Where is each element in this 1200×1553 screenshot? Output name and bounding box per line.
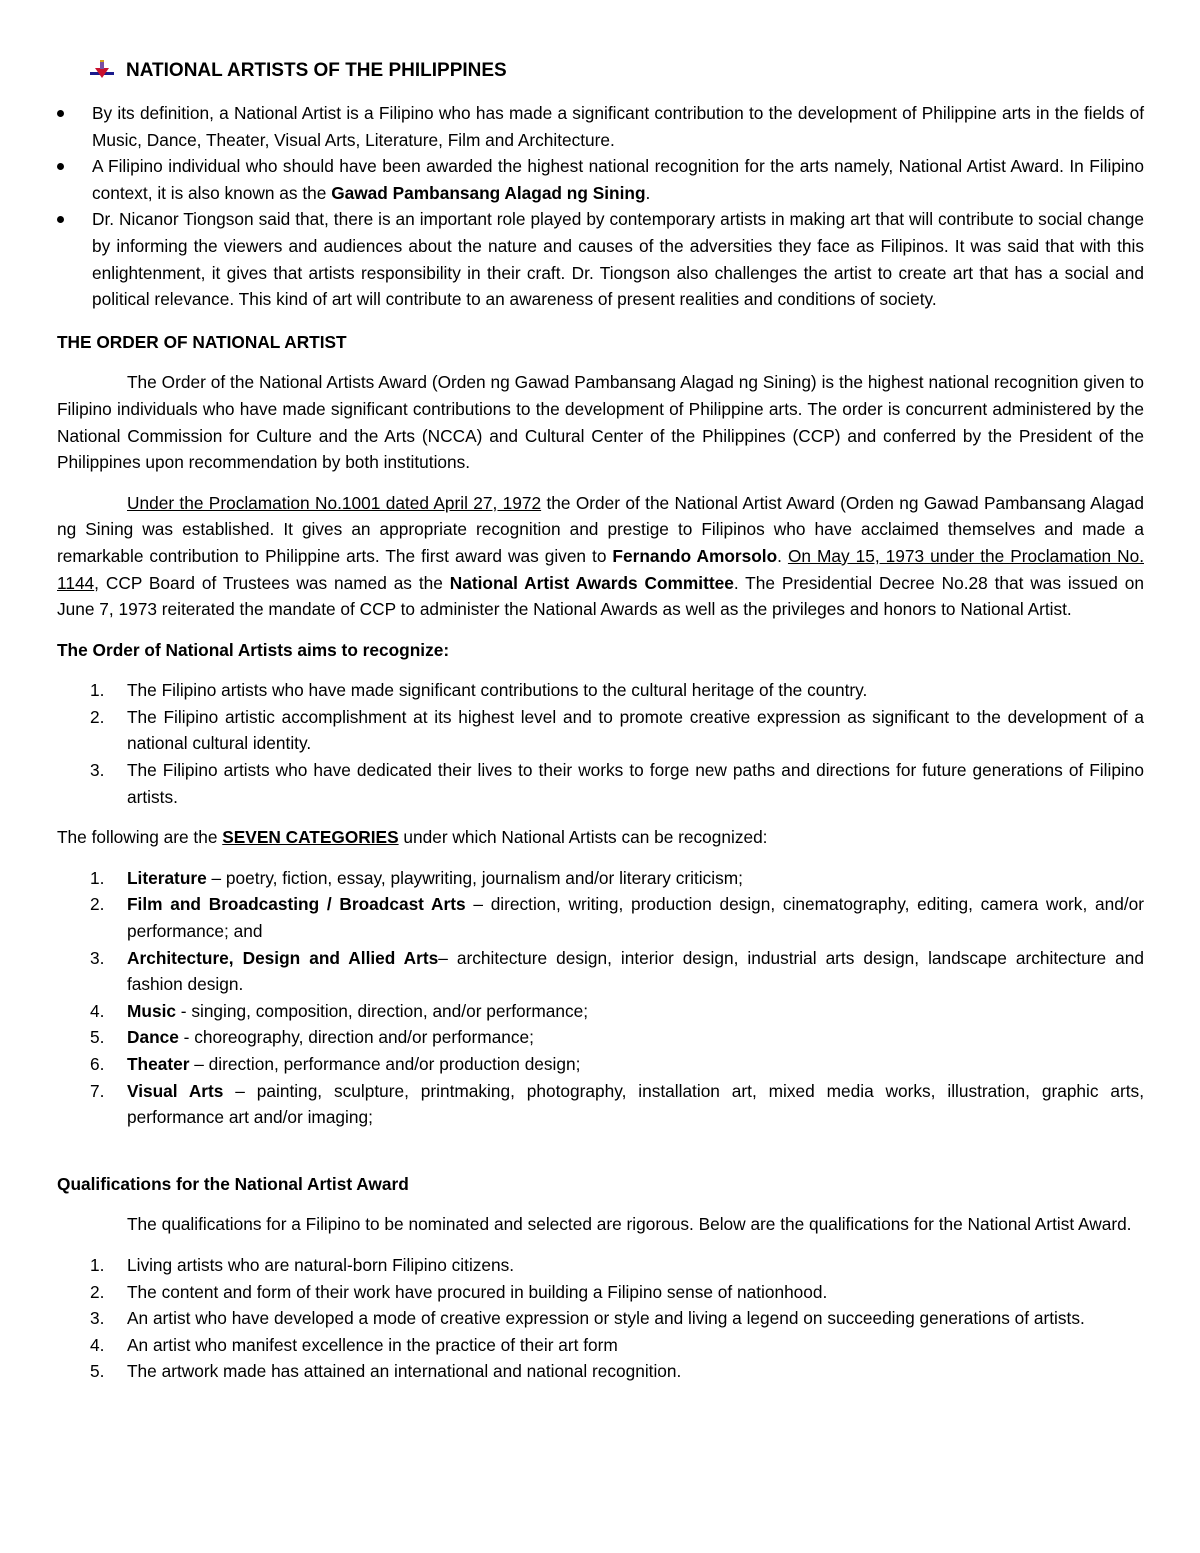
- down-arrow-bullet-icon: [90, 60, 114, 82]
- category-architecture-design: 3. Architecture, Design and Allied Arts– architecture design, interior design, industrial arts design, landscape architecture and fashion design.: [90, 947, 1144, 995]
- gawad-term: Gawad Pambansang Alagad ng Sining: [331, 182, 646, 203]
- aims-heading: The Order of National Artists aims to recognize:: [57, 639, 450, 660]
- categories-intro: The following are the SEVEN CATEGORIES under which National Artists can be recognized:: [57, 827, 768, 848]
- category-music: 4. Music - singing, composition, direction, and/or performance;: [90, 1000, 589, 1021]
- proclamation-1144-ref: On May 15, 1973 under the Proclamation No. 1144: [57, 545, 1144, 593]
- intro-bullet-3: Dr. Nicanor Tiongson said that, there is an important role played by contemporary artists in making art that will contribute to social change by informing the viewers and audiences about the nature and causes of the adversities they face as Filipinos. It was said that with this enlightenment, it gives that artists responsibility in their craft. Dr. Tiongson also challenges the artist to create art that has a social and political relevance. This kind of art will contribute to an awareness of present realities and conditions of society.: [57, 206, 1144, 312]
- document-page: [57, 56, 1144, 1399]
- category-film-broadcasting: 2. Film and Broadcasting / Broadcast Arts – direction, writing, production design, cinematography, editing, camera work, and/or performance; and: [90, 894, 1144, 942]
- qualification-item: 4. An artist who manifest excellence in the practice of their art form: [90, 1334, 618, 1355]
- intro-bullet-list: [57, 100, 1144, 313]
- qualification-item: 3. An artist who have developed a mode of creative expression or style and living a legend on succeeding generations of artists.: [90, 1308, 1085, 1329]
- bullet-dot-icon: [57, 110, 64, 117]
- intro-bullet-2: A Filipino individual who should have been awarded the highest national recognition for the arts namely, National Artist Award. In Filipino context, it is also known as the Gawad Pambansang Alagad ng Sining.: [57, 153, 1144, 206]
- qualification-item: 2. The content and form of their work have procured in building a Filipino sense of nationhood.: [90, 1281, 828, 1302]
- bullet-dot-icon: [57, 216, 64, 223]
- bullet-dot-icon: [57, 163, 64, 170]
- categories-list: [57, 865, 1144, 1131]
- category-theater: 6. Theater – direction, performance and/or production design;: [90, 1054, 581, 1074]
- aims-list: [57, 677, 1144, 810]
- category-literature: 1. Literature – poetry, fiction, essay, playwriting, journalism and/or literary criticism;: [90, 867, 743, 888]
- aims-item: 3. The Filipino artists who have dedicated their lives to their works to forge new paths and directions for future generations of Filipino artists.: [90, 760, 1144, 807]
- aims-item: 1. The Filipino artists who have made significant contributions to the cultural heritage of the country.: [90, 680, 868, 701]
- qualifications-heading: Qualifications for the National Artist Award: [57, 1173, 409, 1194]
- category-visual-arts: 7. Visual Arts – painting, sculpture, printmaking, photography, installation art, mixed media works, illustration, graphic arts, performance art and/or imaging;: [90, 1080, 1145, 1128]
- qualifications-paragraph: The qualifications for a Filipino to be nominated and selected are rigorous. Below are the qualifications for the National Artist Award.: [127, 1214, 1132, 1235]
- seven-categories-emphasis: SEVEN CATEGORIES: [222, 827, 399, 848]
- qualification-item: 1. Living artists who are natural-born Filipino citizens.: [90, 1254, 515, 1275]
- committee-name: National Artist Awards Committee: [449, 572, 734, 593]
- order-paragraph-1: The Order of the National Artists Award (Orden ng Gawad Pambansang Alagad ng Sining) is the highest national recognition given to Filipino individuals who have made significant contributions to the development of Philippine arts. The order is concurrent administered by the National Commission for Culture and the Arts (NCCA) and Cultural Center of the Philippines (CCP) and conferred by the President of the Philippines upon recommendation by both institutions.: [57, 372, 1144, 473]
- title-row: [90, 56, 1144, 86]
- order-heading: THE ORDER OF NATIONAL ARTIST: [57, 331, 347, 352]
- first-awardee: Fernando Amorsolo: [612, 545, 778, 566]
- order-paragraph-2: Under the Proclamation No.1001 dated April 27, 1972 the Order of the National Artist Award (Orden ng Gawad Pambansang Alagad ng Sining was established. It gives an appropriate recognition and prestige to Filipinos who have acclaimed themselves and made a remarkable contribution to Philippine arts. The first award was given to Fernando Amorsolo. On May 15, 1973 under the Proclamation No. 1144, CCP Board of Trustees was named as the National Artist Awards Committee. The Presidential Decree No.28 that was issued on June 7, 1973 reiterated the mandate of CCP to administer the National Awards as well as the privileges and honors to National Artist.: [57, 492, 1144, 620]
- document-title: NATIONAL ARTISTS OF THE PHILIPPINES: [126, 59, 507, 81]
- aims-item: 2. The Filipino artistic accomplishment at its highest level and to promote creative expression as significant to the development of a national cultural identity.: [90, 706, 1144, 754]
- qualification-item: 5. The artwork made has attained an international and national recognition.: [90, 1361, 682, 1382]
- intro-bullet-1: By its definition, a National Artist is a Filipino who has made a significant contribution to the development of Philippine arts in the fields of Music, Dance, Theater, Visual Arts, Literature, Film and Architecture.: [57, 100, 1144, 153]
- qualifications-list: [57, 1252, 1144, 1385]
- spacer: [57, 1145, 1144, 1171]
- category-dance: 5. Dance - choreography, direction and/or performance;: [90, 1027, 534, 1048]
- proclamation-1001-ref: Under the Proclamation No.1001 dated April 27, 1972: [127, 492, 542, 513]
